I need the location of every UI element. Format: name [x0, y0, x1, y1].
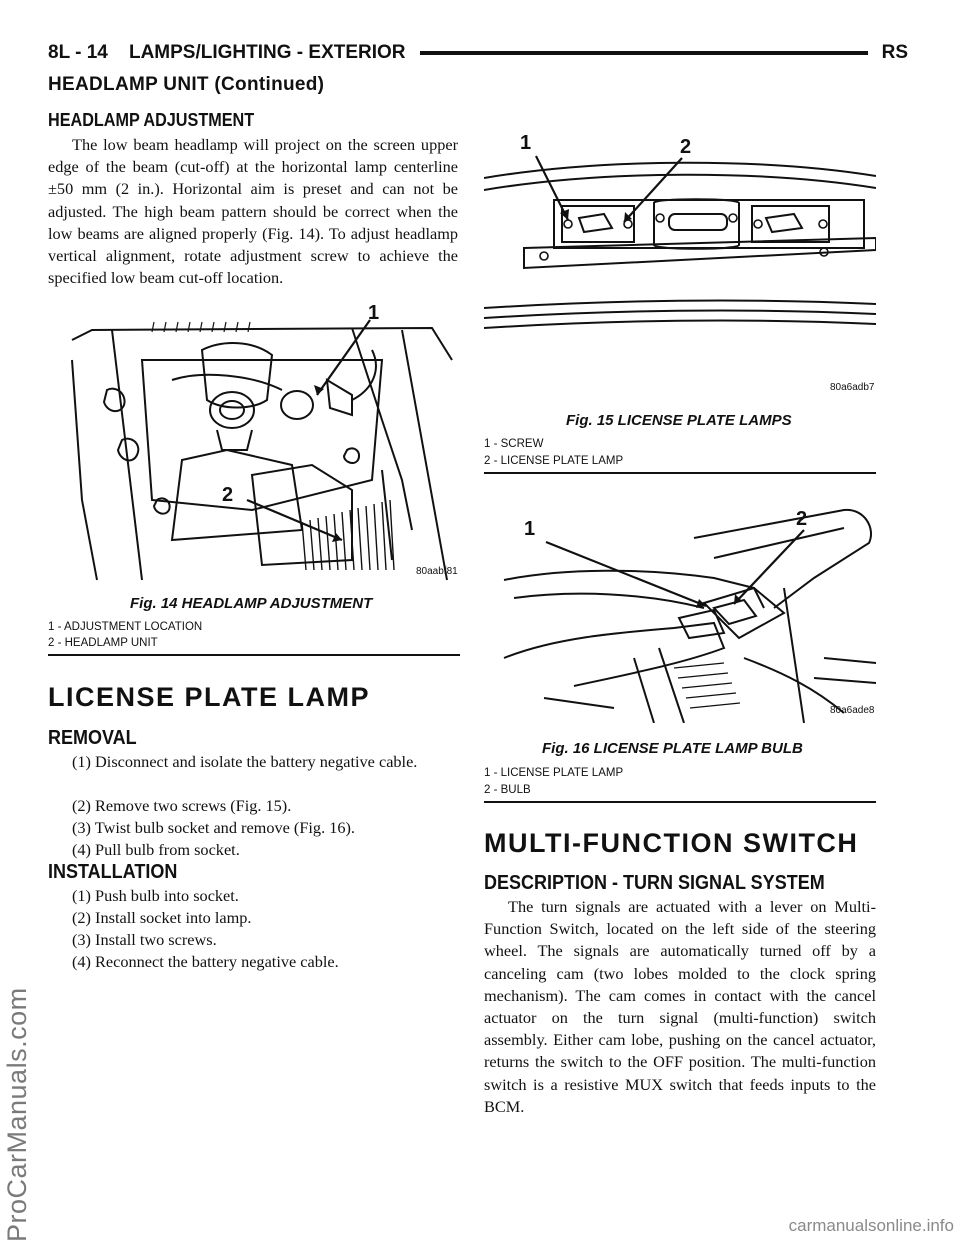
fig15-callout-2: 2: [680, 136, 692, 158]
fig16-callout-1: 1: [524, 518, 536, 540]
fig16-illustration: [484, 498, 876, 723]
removal-step-2: (2) Remove two screws (Fig. 15).: [72, 796, 292, 815]
installation-step-2: (2) Install socket into lamp.: [72, 908, 252, 927]
fig15-caption-2: 2 - LICENSE PLATE LAMP: [484, 455, 624, 467]
fig14-caption-2: 2 - HEADLAMP UNIT: [48, 637, 158, 649]
header-model-code: RS: [881, 42, 908, 63]
multi-function-switch-heading: MULTI-FUNCTION SWITCH: [484, 828, 859, 858]
fig14-caption-1: 1 - ADJUSTMENT LOCATION: [48, 621, 203, 633]
fig16-caption-1: 1 - LICENSE PLATE LAMP: [484, 767, 624, 779]
page-header: [48, 36, 908, 70]
headlamp-adjustment-heading: HEADLAMP ADJUSTMENT: [48, 110, 255, 130]
removal-step-3: (3) Twist bulb socket and remove (Fig. 16).: [72, 818, 355, 837]
fig16-title: Fig. 16 LICENSE PLATE LAMP BULB: [542, 740, 803, 757]
header-rule: [420, 51, 868, 55]
fig16-caption-2: 2 - BULB: [484, 784, 531, 796]
fig16-code: 80a6ade8: [830, 705, 875, 716]
side-watermark: ProCarManuals.com: [2, 987, 32, 1242]
fig15-caption-1: 1 - SCREW: [484, 438, 544, 450]
installation-step-4: (4) Reconnect the battery negative cable.: [72, 952, 339, 971]
fig14-callout-2: 2: [222, 484, 234, 506]
fig15-callout-1: 1: [520, 132, 532, 154]
installation-step-3: (3) Install two screws.: [72, 930, 217, 949]
fig15-title: Fig. 15 LICENSE PLATE LAMPS: [566, 412, 792, 429]
fig14-callout-1: 1: [368, 302, 380, 324]
fig14-code: 80aabf81: [416, 566, 458, 577]
license-plate-lamps-drawing: [484, 118, 876, 403]
removal-step-4: (4) Pull bulb from socket.: [72, 840, 240, 859]
turn-signal-description-paragraph: The turn signals are actuated with a lever on Multi-Function Switch, located on the left side of the steering wheel. The signals are automatically turned off by a canceling cam (two lobes molded to the clock spring mechanism). The cam comes in contact with the cancel actuator on the turn signal (multi-function) switch assembly. Either cam lobe, pushing on the cancel actuator, returns the switch to the OFF position. The multi-function switch is a resistive MUX switch that feeds inputs to the BCM.: [484, 897, 876, 1116]
headlamp-adjustment-drawing: [52, 300, 462, 585]
fig14-illustration: [52, 300, 462, 585]
removal-heading: REMOVAL: [48, 727, 137, 749]
installation-step-1: (1) Push bulb into socket.: [72, 886, 239, 905]
fig14-rule: [48, 654, 460, 656]
fig16-rule: [484, 801, 876, 803]
fig14-title: Fig. 14 HEADLAMP ADJUSTMENT: [130, 595, 373, 612]
headlamp-adjustment-paragraph: The low beam headlamp will project on the screen upper edge of the beam (cut-off) at the horizontal lamp centerline ±50 mm (2 in.). Horizontal aim is preset and can not be adjusted. The high beam pattern should be correct when the low beams are aligned properly (Fig. 14). To adjust headlamp vertical alignment, rotate adjustment screw to achieve the specified low beam cut-off location.: [48, 135, 458, 288]
fig15-code: 80a6adb7: [830, 382, 875, 393]
removal-step-1: (1) Disconnect and isolate the battery negative cable.: [72, 752, 418, 771]
installation-heading: INSTALLATION: [48, 861, 178, 883]
turn-signal-description-heading: DESCRIPTION - TURN SIGNAL SYSTEM: [484, 872, 825, 894]
fig15-rule: [484, 472, 876, 474]
header-section-title: 8L - 14 LAMPS/LIGHTING - EXTERIOR: [48, 42, 406, 63]
license-plate-lamp-heading: LICENSE PLATE LAMP: [48, 682, 371, 712]
footer-watermark: carmanualsonline.info: [788, 1216, 954, 1235]
license-plate-lamp-bulb-drawing: [484, 498, 876, 723]
fig15-illustration: [484, 118, 876, 403]
fig16-callout-2: 2: [796, 508, 808, 530]
continued-heading: HEADLAMP UNIT (Continued): [48, 74, 325, 95]
